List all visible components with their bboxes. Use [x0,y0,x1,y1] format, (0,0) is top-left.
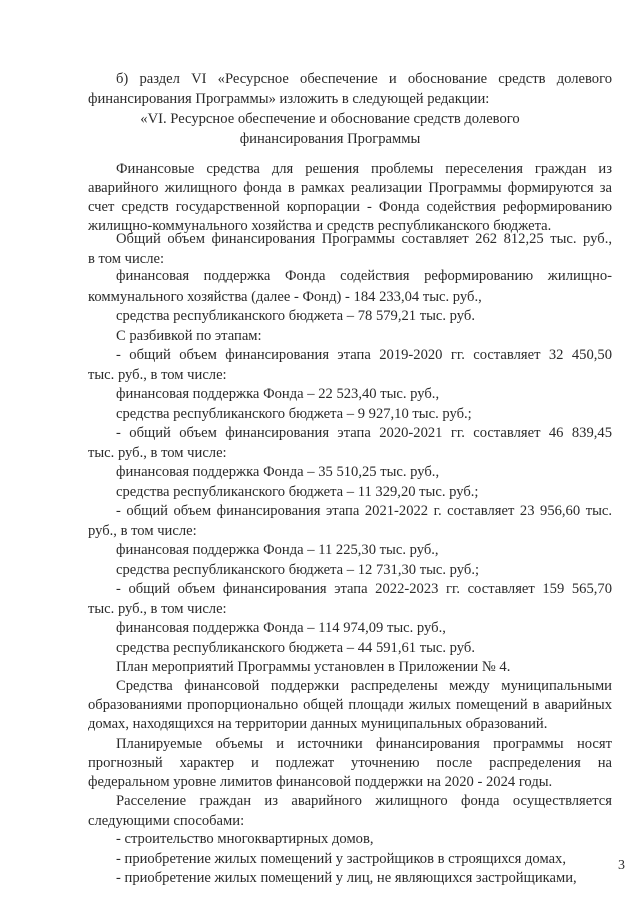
body-line: тыс. руб., в том числе: [88,367,227,383]
body-line: План мероприятий Программы установлен в Приложении № 4. [116,659,511,675]
body-line: средства республиканского бюджета – 44 591,61 тыс. руб. [116,640,475,656]
body-line: Расселение граждан из аварийного жилищного фонда осуществляется [116,793,612,809]
section-heading-line-1: «VI. Ресурсное обеспечение и обоснование средств долевого [140,111,520,127]
body-line: средства республиканского бюджета – 11 329,20 тыс. руб.; [116,484,479,500]
body-line: - общий объем финансирования этапа 2022-2023 гг. составляет 159 565,70 [116,581,612,597]
body-line: финансовая поддержка Фонда – 22 523,40 тыс. руб., [116,386,440,402]
body-line: средства республиканского бюджета – 12 731,30 тыс. руб.; [116,562,480,578]
body-line: Планируемые объемы и источники финансирования программы носят [116,736,612,752]
body-line: счет средств государственной корпорации - Фонда содействия реформированию [88,199,612,215]
body-line: прогнозный характер и подлежат уточнению после распределения на [88,755,612,771]
body-line: жилищно-коммунального хозяйства и средств республиканского бюджета. [88,218,552,234]
body-line: тыс. руб., в том числе: [88,601,227,617]
body-line: руб., в том числе: [88,523,197,539]
body-line: финансовая поддержка Фонда – 11 225,30 тыс. руб., [116,542,439,558]
body-line: образованиями пропорционально общей площади жилых помещений в аварийных [88,697,612,713]
body-line: средства республиканского бюджета – 78 579,21 тыс. руб. [116,308,475,324]
body-line: финансовая поддержка Фонда содействия реформированию жилищно- [116,268,612,284]
body-line: - общий объем финансирования этапа 2020-2021 гг. составляет 46 839,45 [116,425,612,441]
body-line: финансовая поддержка Фонда – 114 974,09 тыс. руб., [116,620,446,636]
section-b-line-2: финансирования Программы» изложить в следующей редакции: [88,91,490,107]
body-line: следующими способами: [88,813,245,829]
body-line: Средства финансовой поддержки распределены между муниципальными [116,678,612,694]
body-line: Финансовые средства для решения проблемы переселения граждан из [116,161,612,177]
body-line: домах, находящихся на территории данных муниципальных образований. [88,716,548,732]
body-line: федеральном уровне лимитов финансовой поддержки на 2020 - 2024 годы. [88,774,553,790]
body-line: - общий объем финансирования этапа 2021-2022 г. составляет 23 956,60 тыс. [116,503,612,519]
body-line: финансовая поддержка Фонда – 35 510,25 тыс. руб., [116,464,440,480]
body-line: Общий объем финансирования Программы составляет 262 812,25 тыс. руб., [116,231,612,247]
page-number: 3 [618,858,625,873]
body-line: - общий объем финансирования этапа 2019-2020 гг. составляет 32 450,50 [116,347,612,363]
body-line: аварийного жилищного фонда в рамках реализации Программы формируются за [88,180,612,196]
body-line: средства республиканского бюджета – 9 927,10 тыс. руб.; [116,406,472,422]
body-line: - приобретение жилых помещений у застройщиков в строящихся домах, [116,851,567,867]
body-line: коммунального хозяйства (далее - Фонд) - 184 233,04 тыс. руб., [88,289,482,305]
section-heading-line-2: финансирования Программы [239,131,421,147]
section-b-line-1: б) раздел VI «Ресурсное обеспечение и обоснование средств долевого [116,71,612,87]
body-line: в том числе: [88,251,165,267]
body-line: - приобретение жилых помещений у лиц, не являющихся застройщиками, [116,870,577,886]
body-line: - строительство многоквартирных домов, [116,831,374,847]
body-line: тыс. руб., в том числе: [88,445,227,461]
body-line: С разбивкой по этапам: [116,328,262,344]
